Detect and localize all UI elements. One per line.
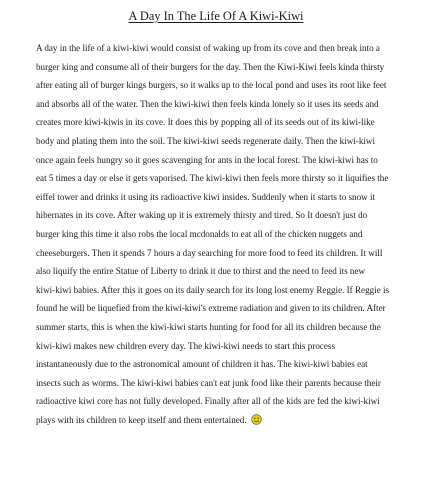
body-line: radioactive kiwi core has not fully developed. Finally after all of the kids are fed the kiwi-kiwi: [36, 396, 380, 407]
body-line-last: [36, 411, 396, 430]
body-line: creates more kiwi-kiwis in its cove. It does this by popping all of its seeds out of its kiwi-like: [36, 117, 375, 128]
body-line: kiwi-kiwi makes new children every day. The kiwi-kiwi needs to start this process: [36, 340, 336, 351]
body-line: burger king this time it also robs the local mcdonalds to eat all of the chicken nuggets and: [36, 228, 363, 239]
body-line: insects such as worms. The kiwi-kiwi babies can't eat junk food like their parents because their: [36, 377, 381, 388]
body-line: and absorbs all of the water. Then the kiwi-kiwi then feels kinda lonely so it uses its seeds and: [36, 98, 379, 109]
body-line: instantaneously due to the astronomical amount of children it has. The kiwi-kiwi babies eat: [36, 359, 368, 370]
body-line: summer starts, this is when the kiwi-kiwi starts hunting for food for all its children because the: [36, 321, 381, 332]
body-line: A day in the life of a kiwi-kiwi would consist of waking up from its cove and then break into a: [36, 43, 380, 53]
body-line: kiwi-kiwi babies. After this it goes on its daily search for its long lost enemy Reggie. If Reggie is: [36, 284, 390, 295]
body-line: burger king and consume all of their burgers for the day. Then the Kiwi-Kiwi feels kinda thirsty: [36, 61, 385, 72]
body-line: once again feels hungry so it goes scavenging for ants in the local forest. The kiwi-kiwi has to: [36, 154, 378, 165]
body-line: eiffel tower and drinks it using its radioactive kiwi insides. Suddenly when it starts to snow it: [36, 191, 376, 202]
body-line: eat 5 times a day or else it gets vaporised. The kiwi-kiwi then feels more thirsty so it liquifies the: [36, 173, 389, 184]
document-body: [36, 39, 396, 429]
body-line: found he will be liquefied from the kiwi-kiwi's extreme radiation and given to its children. After: [36, 303, 386, 314]
smiley-face-icon: [251, 413, 262, 432]
body-line-last-text: plays with its children to keep itself and them entertained.: [36, 414, 247, 425]
body-line: also liquify the entire Statue of Liberty to drink it due to thirst and the need to feed its new: [36, 266, 366, 277]
body-line: cheeseburgers. Then it spends 7 hours a day searching for more food to feed its children. It will: [36, 247, 383, 258]
body-line: after eating all of burger kings burgers, so it walks up to the local pond and uses its root like feet: [36, 80, 387, 91]
body-line: hibernates in its cove. After waking up it is extremely thirsty and tired. So It doesn't just do: [36, 210, 368, 221]
document-title: A Day In The Life Of A Kiwi-Kiwi: [128, 9, 304, 23]
body-line: body and plating them into the soil. The kiwi-kiwi seeds regenerate daily. Then the kiwi-kiwi: [36, 135, 376, 146]
